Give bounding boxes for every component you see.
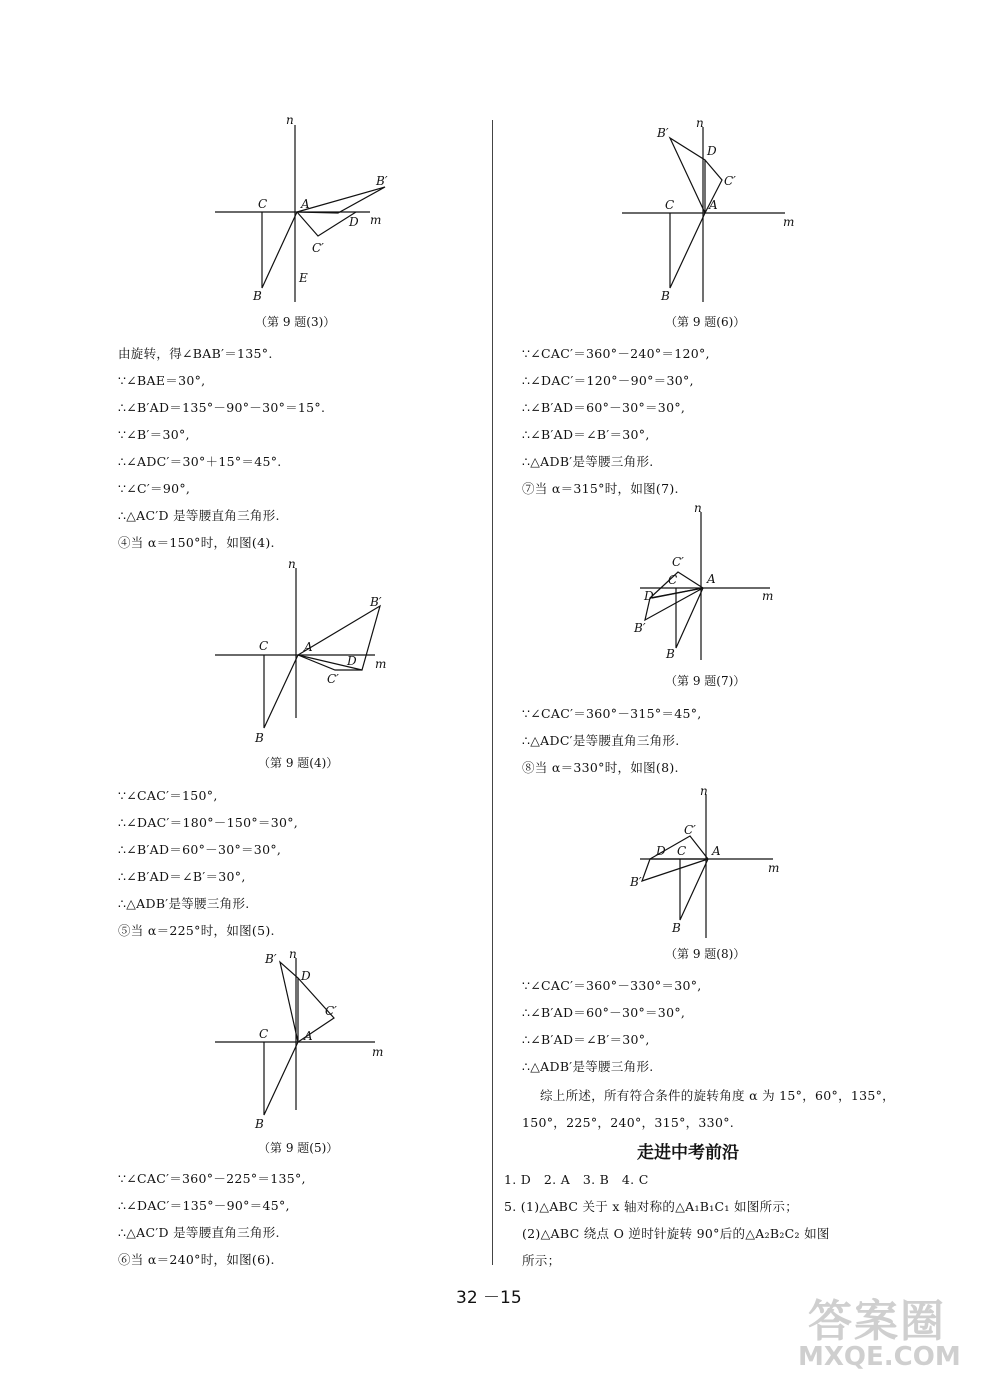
left-text-line: ∴△AC′D 是等腰直角三角形. bbox=[118, 1225, 280, 1240]
right-text-line: ∴∠DAC′＝120°－90°＝30°, bbox=[522, 373, 694, 388]
right-text-line: ⑧当 α＝330°时，如图(8). bbox=[522, 760, 679, 775]
fig8-label-m: m bbox=[768, 861, 780, 875]
right-text-line: ∵∠CAC′＝360°－315°＝45°, bbox=[522, 706, 702, 721]
fig3-label-b: B bbox=[253, 289, 262, 303]
right-text-line: ∴△ADC′是等腰直角三角形. bbox=[522, 733, 680, 748]
fig4-label-m: m bbox=[375, 657, 387, 671]
left-text-line: ∴∠B′AD＝60°－30°＝30°, bbox=[118, 842, 282, 857]
left-text-line: ∴△ADB′是等腰三角形. bbox=[118, 896, 250, 911]
fig8-label-cp: C′ bbox=[684, 823, 696, 837]
left-text-line: ④当 α＝150°时，如图(4). bbox=[118, 535, 275, 550]
fig7-label-m: m bbox=[762, 589, 774, 603]
fig5-label-n: n bbox=[289, 947, 297, 961]
answer-line: 所示； bbox=[522, 1253, 561, 1268]
fig3-label-e: E bbox=[299, 271, 308, 285]
fig8-label-d: D bbox=[656, 844, 666, 858]
fig8-caption: （第 9 题(8)） bbox=[665, 947, 746, 961]
fig4-label-a: A bbox=[304, 640, 313, 654]
fig4-label-cp: C′ bbox=[327, 672, 339, 686]
fig8-label-c: C bbox=[677, 844, 687, 858]
fig4-caption: （第 9 题(4)） bbox=[258, 756, 339, 770]
fig3-caption: （第 9 题(3)） bbox=[255, 315, 336, 329]
fig7-label-bp: B′ bbox=[634, 621, 646, 635]
left-text-line: ∴∠DAC′＝180°－150°＝30°, bbox=[118, 815, 299, 830]
fig5-caption: （第 9 题(5)） bbox=[258, 1141, 339, 1155]
answer-line: 5. (1)△ABC 关于 x 轴对称的△A₁B₁C₁ 如图所示； bbox=[504, 1199, 798, 1214]
fig7-label-n: n bbox=[694, 501, 702, 515]
fig5-label-c: C bbox=[259, 1027, 269, 1041]
right-text-line: ∴∠B′AD＝60°－30°＝30°, bbox=[522, 400, 686, 415]
right-text-line: ∴∠B′AD＝∠B′＝30°, bbox=[522, 1032, 650, 1047]
left-text-line: ∵∠BAE＝30°, bbox=[118, 373, 206, 388]
left-text-line: 由旋转，得∠BAB′＝135°. bbox=[118, 346, 273, 361]
fig6-label-a: A bbox=[709, 198, 718, 212]
fig6-label-m: m bbox=[783, 215, 795, 229]
summary-line: 综上所述，所有符合条件的旋转角度 α 为 15°，60°，135°， bbox=[540, 1088, 895, 1103]
fig3-label-n: n bbox=[286, 113, 294, 127]
fig6-label-bp: B′ bbox=[657, 126, 669, 140]
fig3-label-cp: C′ bbox=[312, 241, 324, 255]
fig5-label-m: m bbox=[372, 1045, 384, 1059]
right-text-line: ∵∠CAC′＝360°－330°＝30°, bbox=[522, 978, 702, 993]
fig7-label-c: C bbox=[668, 573, 678, 587]
fig4-label-d: D bbox=[347, 654, 357, 668]
fig6-label-b: B bbox=[661, 289, 670, 303]
left-text-line: ⑥当 α＝240°时，如图(6). bbox=[118, 1252, 275, 1267]
fig6-caption: （第 9 题(6)） bbox=[665, 315, 746, 329]
answer-line: 1. D 2. A 3. B 4. C bbox=[504, 1172, 649, 1187]
left-text-line: ∵∠CAC′＝150°, bbox=[118, 788, 218, 803]
fig5-label-b: B bbox=[255, 1117, 264, 1131]
section-title: 走进中考前沿 bbox=[637, 1143, 739, 1163]
fig7-caption: （第 9 题(7)） bbox=[665, 674, 746, 688]
right-text-line: ∴△ADB′是等腰三角形. bbox=[522, 454, 654, 469]
fig6-label-cp: C′ bbox=[724, 174, 736, 188]
left-text-line: ⑤当 α＝225°时，如图(5). bbox=[118, 923, 275, 938]
fig5-label-a: A bbox=[304, 1029, 313, 1043]
fig3-label-bp: B′ bbox=[376, 174, 388, 188]
left-text-line: ∵∠B′＝30°, bbox=[118, 427, 190, 442]
fig7-label-a: A bbox=[707, 572, 716, 586]
right-text-line: ∵∠CAC′＝360°－240°＝120°, bbox=[522, 346, 710, 361]
fig4-label-bp: B′ bbox=[370, 595, 382, 609]
left-text-line: ∵∠CAC′＝360°－225°＝135°, bbox=[118, 1171, 306, 1186]
left-text-line: ∵∠C′＝90°, bbox=[118, 481, 191, 496]
left-text-line: ∴△AC′D 是等腰直角三角形. bbox=[118, 508, 280, 523]
left-text-line: ∴∠B′AD＝135°－90°－30°＝15°. bbox=[118, 400, 326, 415]
fig6-label-d: D bbox=[707, 144, 717, 158]
fig3-label-c: C bbox=[258, 197, 268, 211]
fig5-label-d: D bbox=[301, 969, 311, 983]
left-text-line: ∴∠DAC′＝135°－90°＝45°, bbox=[118, 1198, 290, 1213]
right-text-line: ⑦当 α＝315°时，如图(7). bbox=[522, 481, 679, 496]
fig7-label-b: B bbox=[666, 647, 675, 661]
fig3-label-a: A bbox=[301, 197, 310, 211]
fig4-label-n: n bbox=[288, 557, 296, 571]
fig6-label-n: n bbox=[696, 116, 704, 130]
fig4-label-b: B bbox=[255, 731, 264, 745]
answer-line: (2)△ABC 绕点 O 逆时针旋转 90°后的△A₂B₂C₂ 如图 bbox=[522, 1226, 830, 1241]
fig8-label-bp: B′ bbox=[630, 875, 642, 889]
fig8-label-n: n bbox=[700, 784, 708, 798]
fig6-label-c: C bbox=[665, 198, 675, 212]
left-text-line: ∴∠ADC′＝30°＋15°＝45°. bbox=[118, 454, 282, 469]
summary-line: 150°，225°，240°，315°，330°. bbox=[522, 1115, 735, 1130]
fig4-label-c: C bbox=[259, 639, 269, 653]
fig8-label-b: B bbox=[672, 921, 681, 935]
fig7-label-d: D bbox=[644, 589, 654, 603]
right-text-line: ∴∠B′AD＝60°－30°＝30°, bbox=[522, 1005, 686, 1020]
page-number: 32 －15 bbox=[456, 1288, 522, 1308]
fig3-label-m: m bbox=[370, 213, 382, 227]
fig7-label-cp: C′ bbox=[672, 555, 684, 569]
right-text-line: ∴∠B′AD＝∠B′＝30°, bbox=[522, 427, 650, 442]
fig8-label-a: A bbox=[712, 844, 721, 858]
left-text-line: ∴∠B′AD＝∠B′＝30°, bbox=[118, 869, 246, 884]
fig3-label-d: D bbox=[349, 215, 359, 229]
right-text-line: ∴△ADB′是等腰三角形. bbox=[522, 1059, 654, 1074]
watermark-logo: 答案圈 bbox=[808, 1296, 946, 1347]
fig5-label-cp: C′ bbox=[325, 1004, 337, 1018]
watermark-url: MXQE.COM bbox=[798, 1342, 961, 1372]
fig5-label-bp: B′ bbox=[265, 952, 277, 966]
